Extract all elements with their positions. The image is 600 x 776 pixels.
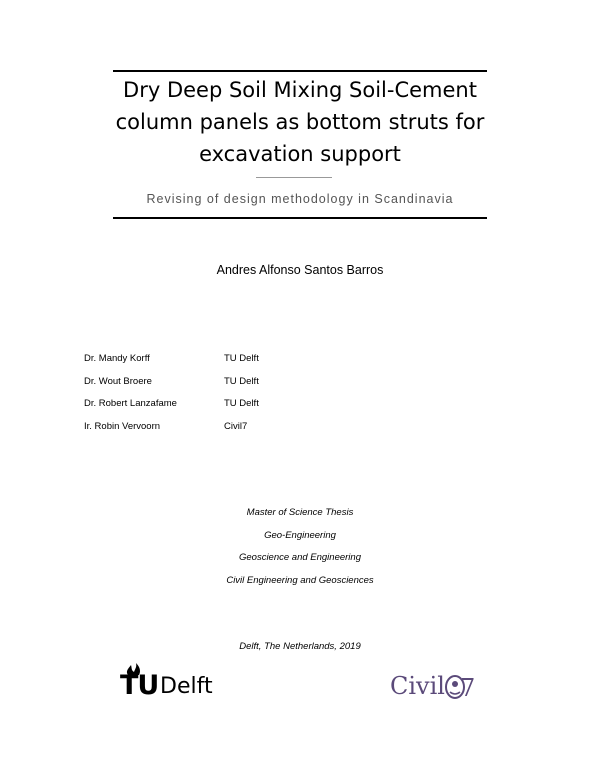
civil7-text: Civil: [390, 672, 445, 700]
member-name: Dr. Robert Lanzafame: [84, 398, 177, 409]
top-rule: [113, 70, 487, 72]
thesis-faculty: Civil Engineering and Geosciences: [226, 575, 374, 587]
committee-member: [84, 353, 384, 376]
member-affiliation: TU Delft: [224, 398, 259, 409]
committee-member: [84, 398, 384, 421]
member-name: Dr. Mandy Korff: [84, 353, 150, 364]
title-line-1: Dry Deep Soil Mixing Soil-Cement: [123, 78, 477, 102]
author-name: Andres Alfonso Santos Barros: [216, 263, 384, 277]
member-name: Ir. Robin Vervoorn: [84, 420, 161, 432]
member-affiliation: Civil7: [224, 420, 248, 432]
bottom-rule: [113, 217, 487, 219]
civil7-number: 7: [460, 674, 476, 702]
logo-tu: TU: [120, 670, 159, 701]
title-line-2: column panels as bottom struts for: [115, 110, 485, 134]
document-subtitle: Revising of design methodology in Scandinavia: [146, 192, 454, 206]
title-line-3: excavation support: [199, 142, 401, 166]
member-affiliation: TU Delft: [224, 375, 259, 387]
logo-delft: Delft: [160, 674, 213, 699]
civil7-logo: [390, 672, 485, 706]
member-name: Dr. Wout Broere: [84, 375, 152, 387]
member-affiliation: TU Delft: [224, 353, 259, 364]
tudelft-logo: [120, 664, 240, 706]
title-underline: [256, 177, 332, 178]
thesis-type: Master of Science Thesis: [246, 507, 354, 518]
committee-member: [84, 421, 384, 444]
thesis-department: Geoscience and Engineering: [238, 552, 361, 564]
committee-list: [84, 353, 384, 443]
place-date: Delft, The Netherlands, 2019: [239, 641, 361, 652]
document-title: [100, 74, 500, 170]
thesis-track: Geo-Engineering: [264, 529, 336, 541]
committee-member: [84, 376, 384, 399]
thesis-info: [180, 507, 420, 598]
